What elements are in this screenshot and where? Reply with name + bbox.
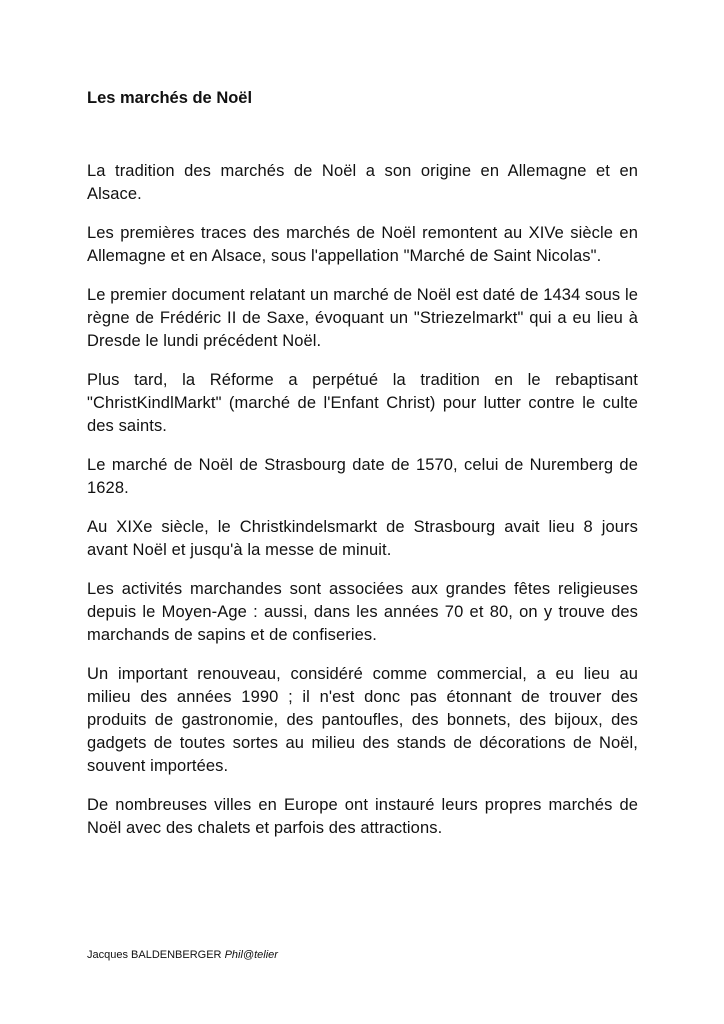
document-title: Les marchés de Noël [87, 89, 253, 107]
paragraph-market-activities: Les activités marchandes sont associées aux grandes fêtes religieuses depuis le Moyen-Age : aussi, dans les années 70 et 80, on y trouve des marchands de sapins et de confiseries. [87, 580, 638, 644]
footer-author: Jacques BALDENBERGER [87, 949, 222, 961]
paragraph-origin: La tradition des marchés de Noël a son origine en Allemagne et en Alsace. [87, 162, 638, 203]
paragraph-first-document: Le premier document relatant un marché de Noël est daté de 1434 sous le règne de Frédéric II de Saxe, évoquant un "Striezelmarkt" qui a eu lieu à Dresde le lundi précédent Noël. [87, 286, 639, 350]
page-footer [87, 948, 638, 962]
paragraph-renewal: Un important renouveau, considéré comme commercial, a eu lieu au milieu des années 1990 ; il n'est donc pas étonnant de trouver des produits de gastronomie, des pantoufles, des bonnets, des bijoux, des gadgets de toutes sortes au milieu des stands de décorations de Noël, souvent importées. [87, 665, 638, 775]
paragraph-european-cities: De nombreuses villes en Europe ont instauré leurs propres marchés de Noël avec des chalets et parfois des attractions. [87, 796, 638, 837]
paragraph-first-traces: Les premières traces des marchés de Noël remontent au XIVe siècle en Allemagne et en Alsace, sous l'appellation "Marché de Saint Nicolas". [87, 224, 638, 265]
paragraph-nineteenth-century: Au XIXe siècle, le Christkindelsmarkt de Strasbourg avait lieu 8 jours avant Noël et jusqu'à la messe de minuit. [87, 518, 638, 559]
document-body [87, 160, 638, 856]
footer-signature: Phil@telier [224, 949, 278, 961]
paragraph-reformation: Plus tard, la Réforme a perpétué la tradition en le rebaptisant "ChristKindlMarkt" (marché de l'Enfant Christ) pour lutter contre le culte des saints. [87, 371, 638, 435]
paragraph-strasbourg-date: Le marché de Noël de Strasbourg date de 1570, celui de Nuremberg de 1628. [87, 456, 638, 497]
